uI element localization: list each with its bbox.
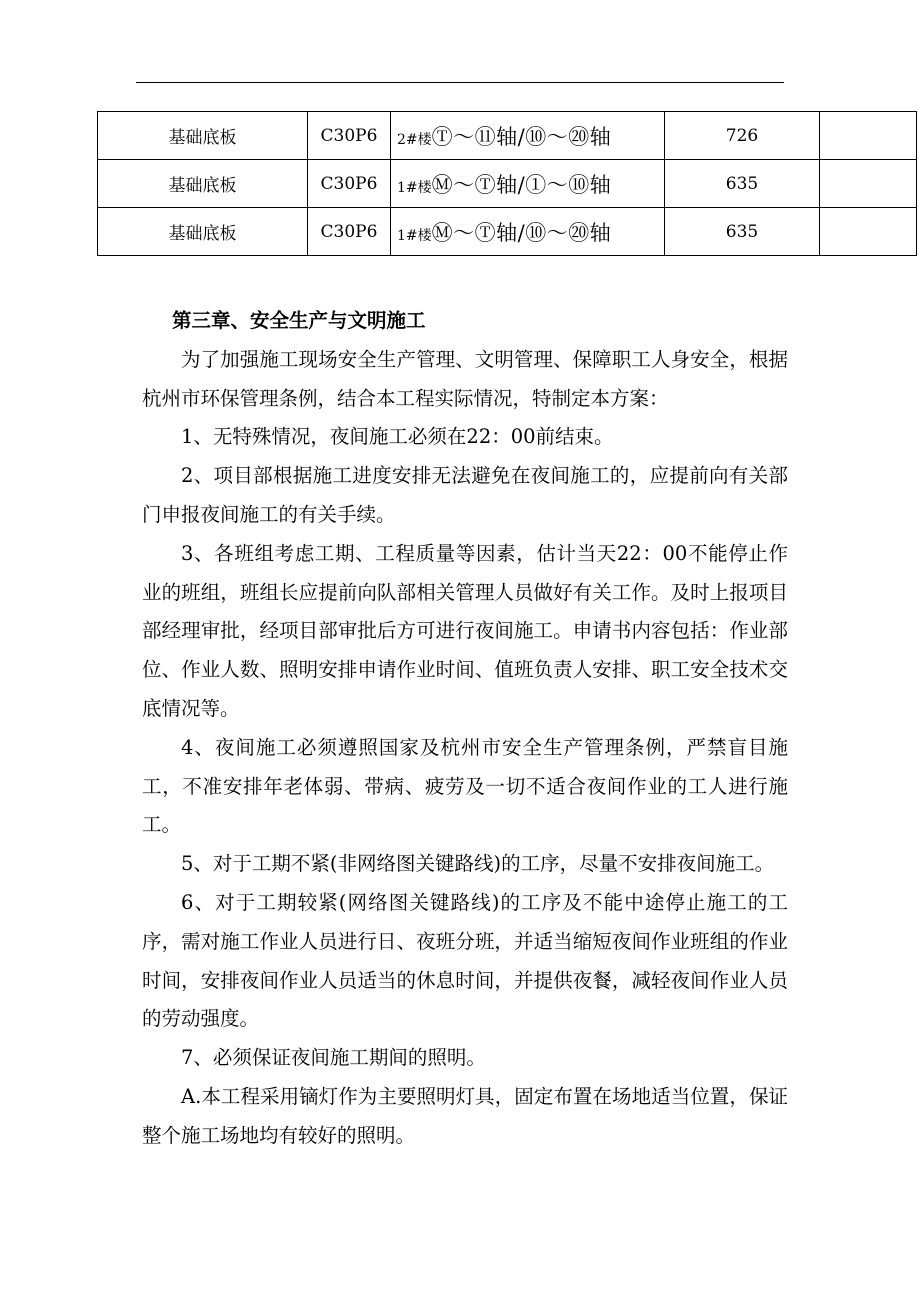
cell-note xyxy=(820,112,917,160)
paragraph-intro: 为了加强施工现场安全生产管理、文明管理、保障职工人身安全，根据杭州市环保管理条例，结合本工程实际情况，特制定本方案： xyxy=(142,347,788,410)
cell-quantity: 726 xyxy=(665,112,820,160)
cell-quantity: 635 xyxy=(665,208,820,256)
cell-axis-range: Ⓣ～⑪轴/⑩～⑳轴 xyxy=(431,124,612,149)
table-row xyxy=(98,208,917,256)
table-row xyxy=(98,160,917,208)
paragraph-item-a: A.本工程采用镝灯作为主要照明灯具，固定布置在场地适当位置，保证整个施工场地均有较好的照明。 xyxy=(142,1084,788,1147)
cell-part: 基础底板 xyxy=(98,208,308,256)
cell-note xyxy=(820,208,917,256)
cell-grade: C30P6 xyxy=(308,208,391,256)
cell-building: 1#楼 xyxy=(397,179,432,196)
cell-range xyxy=(391,112,665,160)
paragraph-item-4: 4、夜间施工必须遵照国家及杭州市安全生产管理条例，严禁盲目施工，不准安排年老体弱、带病、疲劳及一切不适合夜间作业的工人进行施工。 xyxy=(142,735,788,837)
paragraph-item-1: 1、无特殊情况，夜间施工必须在22：00前结束。 xyxy=(181,425,614,449)
paragraph-item-6: 6、对于工期较紧(网络图关键路线)的工序及不能中途停止施工的工序，需对施工作业人员进行日、夜班分班，并适当缩短夜间作业班组的作业时间，安排夜间作业人员适当的休息时间，并提供夜餐，减轻夜间作业人员的劳动强度。 xyxy=(142,890,788,1031)
cell-range xyxy=(391,208,665,256)
cell-axis-range: Ⓜ～Ⓣ轴/①～⑩轴 xyxy=(431,172,612,197)
cell-building: 1#楼 xyxy=(397,227,432,244)
cell-range xyxy=(391,160,665,208)
cell-part: 基础底板 xyxy=(98,160,308,208)
cell-building: 2#楼 xyxy=(397,131,432,148)
chapter-title: 第三章、安全生产与文明施工 xyxy=(172,309,426,332)
paragraph-item-7: 7、必须保证夜间施工期间的照明。 xyxy=(181,1046,486,1070)
paragraph-item-3: 3、各班组考虑工期、工程质量等因素，估计当天22：00不能停止作业的班组，班组长应提前向队部相关管理人员做好有关工作。及时上报项目部经理审批，经项目部审批后方可进行夜间施工。申请书内容包括：作业部位、作业人数、照明安排申请作业时间、值班负责人安排、职工安全技术交底情况等。 xyxy=(142,541,788,720)
pour-schedule-table xyxy=(97,111,917,256)
cell-quantity: 635 xyxy=(665,160,820,208)
paragraph-item-5: 5、对于工期不紧(非网络图关键路线)的工序，尽量不安排夜间施工。 xyxy=(181,852,775,876)
cell-axis-range: Ⓜ～Ⓣ轴/⑩～⑳轴 xyxy=(431,220,612,245)
document-body xyxy=(142,302,788,1156)
header-rule xyxy=(136,82,784,83)
table-row xyxy=(98,112,917,160)
cell-grade: C30P6 xyxy=(308,112,391,160)
cell-grade: C30P6 xyxy=(308,160,391,208)
cell-note xyxy=(820,160,917,208)
paragraph-item-2: 2、项目部根据施工进度安排无法避免在夜间施工的，应提前向有关部门申报夜间施工的有关手续。 xyxy=(142,464,788,526)
cell-part: 基础底板 xyxy=(98,112,308,160)
